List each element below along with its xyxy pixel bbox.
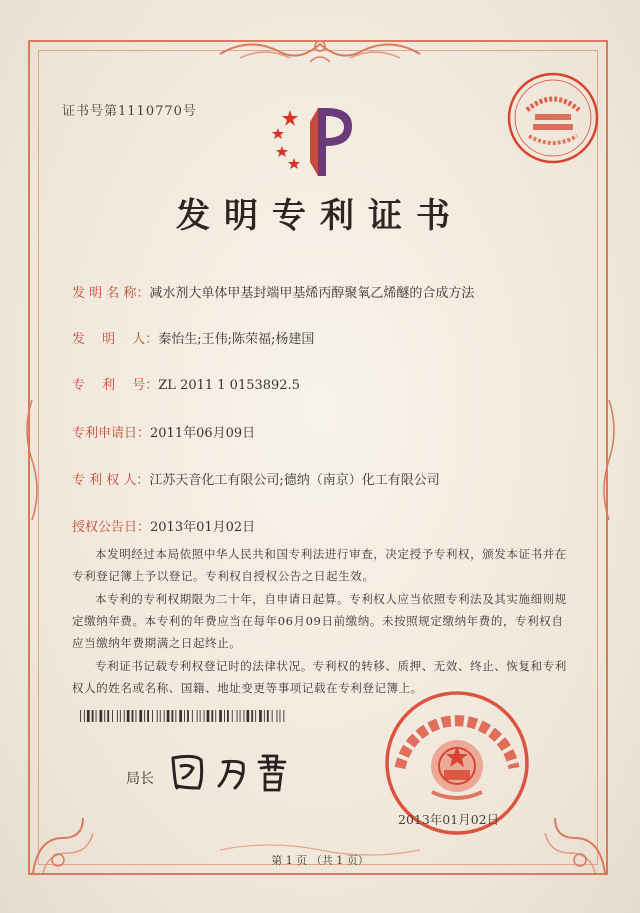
paragraph-legal-status: 专利证书记载专利权登记时的法律状况。专利权的转移、质押、无效、终止、恢复和专利权人的姓名或名称、国籍、地址变更等事项记载在专利登记簿上。	[72, 659, 567, 695]
agency-seal	[505, 70, 601, 166]
patentee-label: 专 利 权 人：	[72, 473, 150, 488]
paragraph-term: 本专利的专利权期限为二十年，自申请日起算。专利权人应当依照专利法及其实施细则规定缴纳年费。本专利的年费应当在每年06月09日前缴纳。未按照规定缴纳年费的，专利权自应当缴纳年费期满之日起终止。	[72, 592, 567, 650]
certificate-title: 发明专利证书	[176, 196, 464, 236]
patent-number-row	[72, 374, 300, 393]
invention-name-label: 发 明 名 称：	[72, 286, 150, 301]
top-ornament	[210, 34, 430, 68]
inventor-value: 秦怡生;王伟;陈荣福;杨建国	[158, 332, 315, 347]
invention-name-row	[72, 282, 474, 301]
patent-number-label: 专 利 号：	[72, 378, 159, 393]
filing-date-label: 专利申请日：	[72, 426, 151, 441]
patentee-value: 江苏天音化工有限公司;德纳（南京）化工有限公司	[149, 473, 440, 488]
invention-name-value: 减水剂大单体甲基封端甲基烯丙醇聚氧乙烯醚的合成方法	[149, 286, 475, 301]
right-ornament	[597, 400, 621, 520]
patent-number-value: ZL 2011 1 0153892.5	[158, 378, 300, 393]
patentee-row	[72, 469, 440, 488]
director-label: 局长	[126, 771, 154, 787]
certificate-number: 证书号第1110770号	[62, 104, 197, 119]
grant-date-value: 2013年01月02日	[150, 520, 256, 535]
filing-date-row	[72, 422, 255, 441]
patent-office-logo	[268, 102, 368, 182]
inventor-row	[72, 328, 314, 347]
paragraph-examination: 本发明经过本局依照中华人民共和国专利法进行审查，决定授予专利权，颁发本证书并在专利登记簿上予以登记。专利权自授权公告之日起生效。	[72, 547, 567, 583]
left-ornament	[20, 400, 44, 520]
seal-date: 2013年01月02日	[398, 812, 500, 827]
barcode	[80, 710, 285, 722]
grant-date-label: 授权公告日：	[72, 520, 151, 535]
star-icon	[272, 110, 300, 169]
filing-date-value: 2011年06月09日	[150, 426, 256, 441]
page-footer: 第 1 页 （共 1 页）	[271, 854, 369, 867]
inventor-label: 发 明 人：	[72, 332, 159, 347]
director-signature	[165, 748, 315, 794]
grant-date-row	[72, 516, 255, 535]
